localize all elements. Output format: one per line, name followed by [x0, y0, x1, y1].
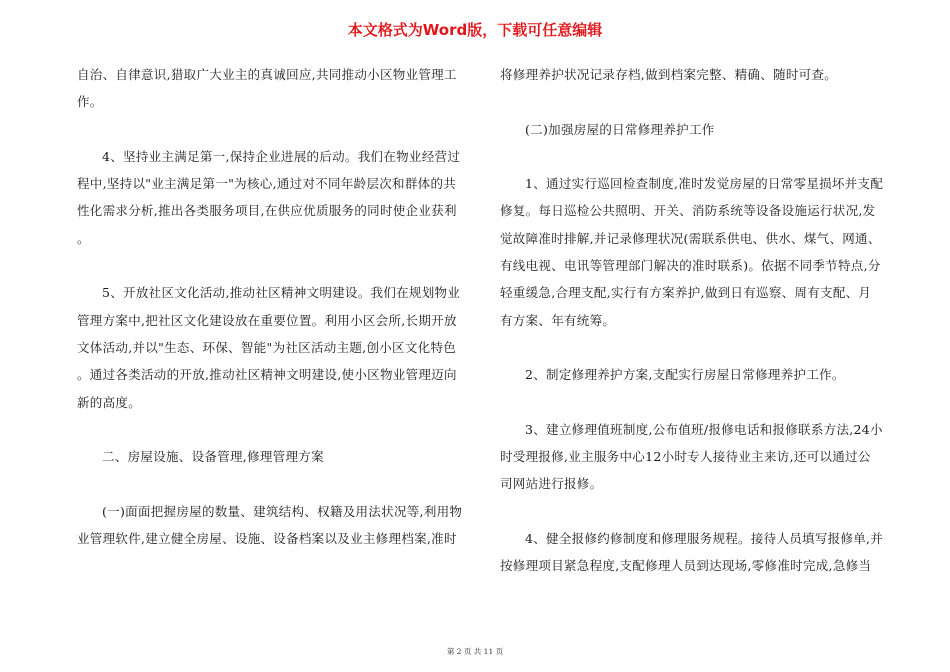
text-line: 按修理项目紧急程度,支配修理人员到达现场,零修准时完成,急修当	[500, 558, 872, 574]
text-line: 时受理报修,业主服务中心12小时专人接待业主来访,还可以通过公	[500, 449, 871, 465]
text-line: 程中,坚持以"业主满足第一"为核心,通过对不同年龄层次和群体的共	[77, 176, 457, 192]
text-line: 有方案、年有统筹。	[500, 312, 616, 328]
text-line	[77, 116, 470, 143]
text-line: 管理方案中,把社区文化建设放在重要位置。利用小区会所,长期开放	[77, 312, 457, 328]
text-line	[500, 498, 885, 525]
document-banner: 本文格式为Word版，下载可任意编辑	[347, 21, 603, 39]
text-line: 将修理养护状况记录存档,做到档案完整、精确、随时可查。	[500, 67, 838, 82]
text-line: 性化需求分析,推出各类服务项目,在供应优质服务的同时使企业获利	[77, 203, 457, 219]
text-line: 。	[77, 230, 90, 246]
right-text-column	[500, 61, 885, 580]
text-line: 新的高度。	[77, 394, 142, 410]
text-line: 有线电视、电讯等管理部门解决的准时联系)。依据不同季节特点,分	[500, 258, 881, 274]
text-line: 文体活动,并以"生态、环保、智能"为社区活动主题,创小区文化特色	[77, 339, 457, 355]
text-line	[500, 88, 885, 115]
text-line: 3、建立修理值班制度,公布值班/报修电话和报修联系方法,24小	[525, 421, 883, 437]
text-line: 4、坚持业主满足第一,保持企业进展的后动。我们在物业经营过	[102, 148, 461, 164]
text-line: 5、开放社区文化活动,推动社区精神文明建设。我们在规划物业	[102, 285, 461, 301]
left-text-column	[77, 61, 470, 552]
text-line: 业管理软件,建立健全房屋、设施、设备档案以及业主修理档案,准时	[77, 531, 457, 547]
text-line: 觉故障准时排解,并记录修理状况(需联系供电、供水、煤气、网通、	[500, 230, 881, 246]
text-line	[77, 470, 470, 497]
text-line: 4、健全报修约修制度和修理服务规程。接待人员填写报修单,并	[525, 531, 884, 547]
text-line	[500, 143, 885, 170]
text-line	[77, 252, 470, 279]
text-line: 作。	[77, 94, 103, 110]
text-line: 自治、自律意识,猎取广大业主的真诚回应,共同推动小区物业管理工	[77, 67, 457, 82]
text-line: 二、房屋设施、设备管理,修理管理方案	[102, 449, 324, 465]
text-line	[77, 416, 470, 443]
text-line: 司网站进行报修。	[500, 476, 603, 492]
text-line	[500, 334, 885, 361]
text-line: 修复。每日巡检公共照明、开关、消防系统等设备设施运行状况,发	[500, 203, 876, 219]
text-line	[500, 389, 885, 416]
text-line: 。通过各类活动的开放,推动社区精神文明建设,使小区物业管理迈向	[77, 367, 457, 383]
text-line: (二)加强房屋的日常修理养护工作	[525, 121, 715, 137]
text-line: 轻重缓急,合理支配,实行有方案养护,做到日有巡察、周有支配、月	[500, 285, 872, 301]
page-footer: 第 2 页 共 11 页	[446, 647, 504, 656]
text-line: (一)面面把握房屋的数量、建筑结构、权籍及用法状况等,利用物	[102, 503, 463, 519]
text-line: 1、通过实行巡回检查制度,准时发觉房屋的日常零星损坏并支配	[525, 176, 884, 192]
text-line: 2、制定修理养护方案,支配实行房屋日常修理养护工作。	[525, 367, 845, 383]
